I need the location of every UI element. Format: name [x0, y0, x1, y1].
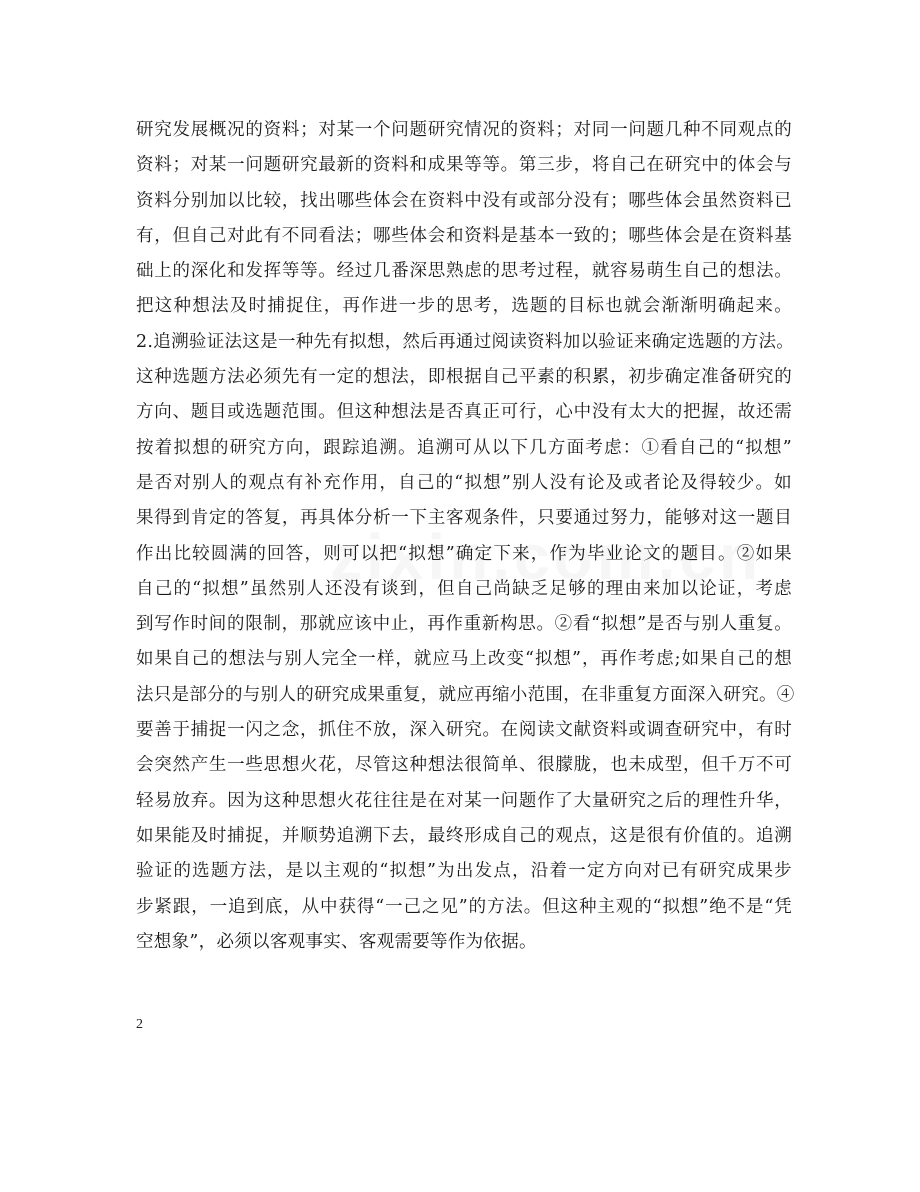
text-line: 轻易放弃。因为这种思想火花往往是在对某一问题作了大量研究之后的理性升华， [136, 790, 792, 811]
text-line: 这种选题方法必须先有一定的想法，即根据自己平素的积累，初步确定准备研究的 [136, 367, 792, 388]
text-line: 是否对别人的观点有补充作用，自己的“拟想”别人没有论及或者论及得较少。如 [136, 472, 792, 493]
text-line: 础上的深化和发挥等等。经过几番深思熟虑的思考过程，就容易萌生自己的想法。 [136, 261, 792, 282]
body-text [136, 113, 795, 960]
text-line: 到写作时间的限制，那就应该中止，再作重新构思。②看“拟想”是否与别人重复。 [136, 614, 792, 635]
text-line: 自己的“拟想”虽然别人还没有谈到，但自己尚缺乏足够的理由来加以论证，考虑 [136, 578, 792, 599]
text-line: 研究发展概况的资料；对某一个问题研究情况的资料；对同一问题几种不同观点的 [136, 120, 792, 140]
text-line: 把这种想法及时捕捉住，再作进一步的思考，选题的目标也就会渐渐明确起来。 [136, 296, 792, 317]
page-number: 2 [136, 1017, 143, 1032]
text-line: 作出比较圆满的回答，则可以把“拟想”确定下来，作为毕业论文的题目。②如果 [136, 543, 792, 564]
text-line: 资料分别加以比较，找出哪些体会在资料中没有或部分没有；哪些体会虽然资料已 [136, 190, 792, 211]
text-line: 按着拟想的研究方向，跟踪追溯。追溯可从以下几方面考虑：①看自己的“拟想” [136, 437, 792, 458]
text-line: 步紧跟，一追到底，从中获得“一己之见”的方法。但这种主观的“拟想”绝不是“凭 [136, 896, 792, 917]
text-line: 如果自己的想法与别人完全一样，就应马上改变“拟想”，再作考虑;如果自己的想 [136, 649, 792, 670]
text-line: 验证的选题方法，是以主观的“拟想”为出发点，沿着一定方向对已有研究成果步 [136, 861, 792, 882]
text-line: 果得到肯定的答复，再具体分析一下主客观条件，只要通过努力，能够对这一题目 [136, 508, 792, 529]
text-line: 有，但自己对此有不同看法；哪些体会和资料是基本一致的；哪些体会是在资料基 [136, 225, 792, 246]
text-line: 法只是部分的与别人的研究成果重复，就应再缩小范围，在非重复方面深入研究。④ [136, 684, 795, 705]
text-line: 资料；对某一问题研究最新的资料和成果等等。第三步，将自己在研究中的体会与 [136, 155, 792, 176]
text-line: 要善于捕捉一闪之念，抓住不放，深入研究。在阅读文献资料或调查研究中，有时 [136, 720, 792, 741]
text-line: 方向、题目或选题范围。但这种想法是否真正可行，心中没有太大的把握，故还需 [136, 402, 792, 423]
text-line: 会突然产生一些思想火花，尽管这种想法很简单、很朦胧，也未成型，但千万不可 [136, 755, 792, 776]
text-line: 如果能及时捕捉，并顺势追溯下去，最终形成自己的观点，这是很有价值的。追溯 [136, 825, 792, 846]
text-line: 空想象”，必须以客观事实、客观需要等作为依据。 [136, 931, 537, 952]
text-line: 2.追溯验证法这是一种先有拟想，然后再通过阅读资料加以验证来确定选题的方法。 [136, 331, 795, 352]
